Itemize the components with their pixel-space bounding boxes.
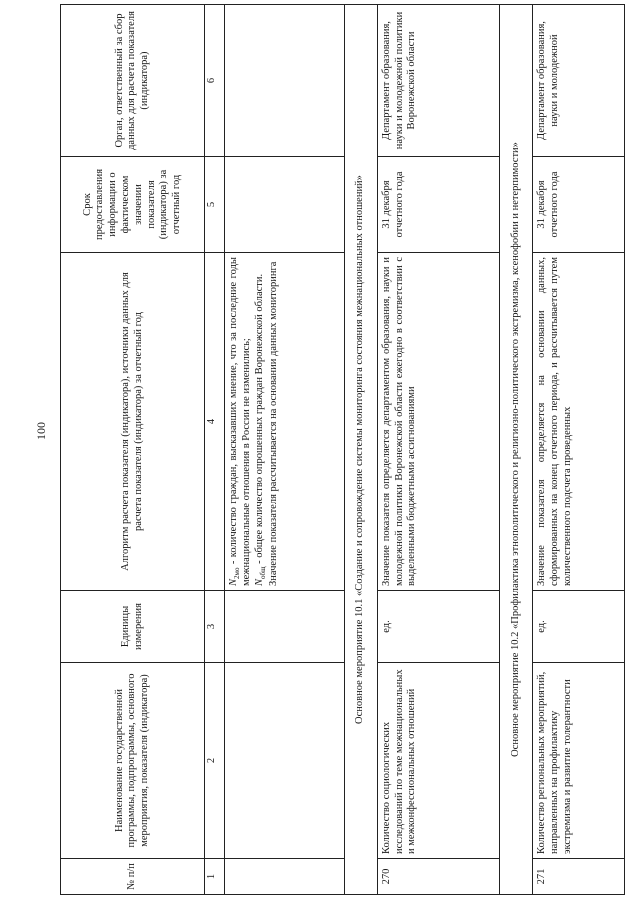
table-row xyxy=(533,5,625,895)
row-number: 271 xyxy=(533,859,625,895)
formula-note: Значение показателя рассчитывается на основании данных мониторинга xyxy=(267,261,279,586)
row-number: 270 xyxy=(377,859,499,895)
section-row xyxy=(500,5,533,895)
indicator-unit: ед. xyxy=(377,591,499,663)
page-number: 100 xyxy=(34,422,48,440)
table-row xyxy=(377,5,499,895)
indicator-org: Департамент образования, науки и молодежной xyxy=(533,5,625,157)
column-number: 6 xyxy=(205,5,224,157)
column-number-row xyxy=(205,5,224,895)
column-number: 2 xyxy=(205,663,224,859)
indicator-algorithm: Значение показателя определяется на основании данных, сформированных на конец отчетного периода, и рассчитывается путем количественного подсчета проведенных xyxy=(533,253,625,591)
section-10-1-title: Основное мероприятие 10.1 «Создание и сопровождение системы мониторинга состояния межнациональных отношений» xyxy=(344,5,377,895)
column-number: 1 xyxy=(205,859,224,895)
indicator-name: Количество социологических исследований по теме межнациональных и межконфессиональных отношений xyxy=(377,663,499,859)
formula-description: $N_{2мо}$ - количество граждан, высказавших мнение, что за последние годы межнациональные отношения в России не изменились; $N_{общ}$ - общее количество опрошенных граждан Воронежской области. Значение показателя рассчитывается на основании данных мониторинга xyxy=(224,253,344,591)
indicator-name: Количество региональных мероприятий, направленных на профилактику экстремизма и развитие толерантности xyxy=(533,663,625,859)
indicator-org: Департамент образования, науки и молодежной политики Воронежской области xyxy=(377,5,499,157)
section-row xyxy=(344,5,377,895)
header-org: Орган, ответственный за сбор данных для расчета показателя (индикатора) xyxy=(61,5,205,157)
indicator-unit: ед. xyxy=(533,591,625,663)
header-algorithm: Алгоритм расчета показателя (индикатора), источники данных для расчета показателя (индикатора) за отчетный год xyxy=(61,253,205,591)
column-number: 5 xyxy=(205,157,224,253)
section-10-2-title: Основное мероприятие 10.2 «Профилактика этнополитического и религиозно-политического экстремизма, ксенофобии и нетерпимости» xyxy=(500,5,533,895)
header-date: Срок предоставления информации о фактическом значении показателя (индикатора) за отчетный год xyxy=(61,157,205,253)
column-number: 3 xyxy=(205,591,224,663)
indicator-date: 31 декабря отчетного года xyxy=(533,157,625,253)
indicator-algorithm: Значение показателя определяется департаментом образования, науки и молодежной политики Воронежской области ежегодно в соответствии с выделенными бюджетными ассигнованиями xyxy=(377,253,499,591)
header-row xyxy=(61,5,205,895)
indicator-date: 31 декабря отчетного года xyxy=(377,157,499,253)
header-unit: Единицы измерения xyxy=(61,591,205,663)
indicators-table xyxy=(60,4,625,895)
rotated-table-container xyxy=(60,5,625,895)
header-name: Наименование государственной программы, подпрограммы, основного мероприятия, показателя (индикатора) xyxy=(61,663,205,859)
column-number: 4 xyxy=(205,253,224,591)
header-number: № п/п xyxy=(61,859,205,895)
formula-row xyxy=(224,5,344,895)
